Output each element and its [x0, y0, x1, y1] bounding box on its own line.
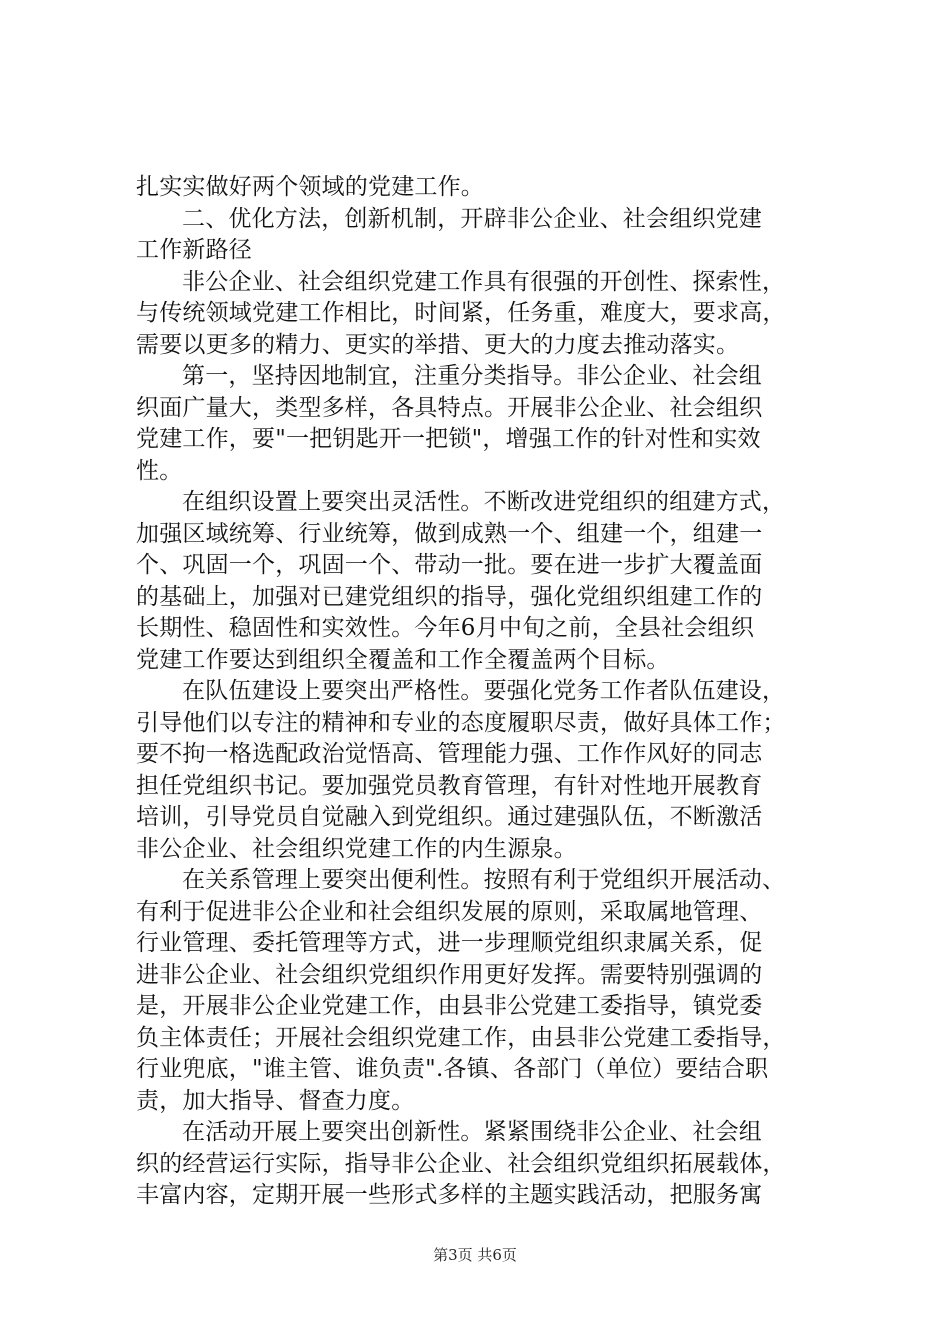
text-line: 进非公企业、社会组织党组织作用更好发挥。需要特别强调的	[136, 961, 763, 988]
page-footer	[0, 1245, 950, 1265]
text-line: 在队伍建设上要突出严格性。要强化党务工作者队伍建设，	[182, 678, 786, 704]
text-line: 与传统领域党建工作相比，时间紧，任务重，难度大，要求高，	[136, 300, 786, 326]
text-line: 党建工作，要"一把钥匙开一把锁"，增强工作的针对性和实效	[136, 426, 761, 452]
text-line: 工作新路径	[136, 237, 252, 263]
text-line: 负主体责任；开展社会组织党建工作，由县非公党建工委指导，	[136, 1024, 786, 1051]
text-line: 担任党组织书记。要加强党员教育管理，有针对性地开展教育	[136, 772, 763, 799]
text-line: 在活动开展上要突出创新性。紧紧围绕非公企业、社会组	[182, 1119, 762, 1145]
text-line: 需要以更多的精力、更实的举措、更大的力度去推动落实。	[136, 331, 740, 358]
text-line: 加强区域统筹、行业统筹，做到成熟一个、组建一个，组建一	[136, 520, 763, 547]
text-line: 在关系管理上要突出便利性。按照有利于党组织开展活动、	[182, 867, 786, 893]
text-line: 行业管理、委托管理等方式，进一步理顺党组织隶属关系，促	[136, 930, 763, 956]
text-line: 的基础上，加强对已建党组织的指导，强化党组织组建工作的	[136, 583, 763, 610]
text-line: 要不拘一格选配政治觉悟高、管理能力强、工作作风好的同志	[136, 741, 763, 767]
page-number: 第3页 共6页	[433, 1246, 517, 1264]
text-line: 非公企业、社会组织党建工作具有很强的开创性、探索性，	[182, 268, 786, 295]
text-line: 个、巩固一个，巩固一个、带动一批。要在进一步扩大覆盖面	[136, 552, 763, 578]
text-line: 引导他们以专注的精神和专业的态度履职尽责，做好具体工作；	[136, 709, 786, 736]
document-body	[136, 172, 830, 1212]
text-line: 有利于促进非公企业和社会组织发展的原则，采取属地管理、	[136, 898, 763, 925]
text-line: 扎实实做好两个领域的党建工作。	[136, 174, 484, 200]
text-line: 培训，引导党员自觉融入到党组织。通过建强队伍，不断激活	[136, 804, 763, 830]
text-line: 丰富内容，定期开展一些形式多样的主题实践活动，把服务寓	[136, 1182, 763, 1208]
text-line: 二、优化方法，创新机制，开辟非公企业、社会组织党建	[182, 205, 762, 232]
text-line: 党建工作要达到组织全覆盖和工作全覆盖两个目标。	[136, 646, 670, 673]
text-line: 性。	[136, 457, 183, 484]
text-line: 第一，坚持因地制宜，注重分类指导。非公企业、社会组	[182, 363, 762, 389]
text-line: 在组织设置上要突出灵活性。不断改进党组织的组建方式，	[182, 489, 786, 515]
text-line: 长期性、稳固性和实效性。今年6月中旬之前，全县社会组织	[136, 615, 755, 641]
text-line: 织面广量大，类型多样，各具特点。开展非公企业、社会组织	[136, 394, 763, 421]
text-line: 非公企业、社会组织党建工作的内生源泉。	[136, 835, 577, 862]
text-line: 行业兜底，"谁主管、谁负责".各镇、各部门（单位）要结合职	[136, 1056, 769, 1082]
text-line: 责，加大指导、督查力度。	[136, 1087, 415, 1114]
text-line: 是，开展非公企业党建工作，由县非公党建工委指导，镇党委	[136, 993, 763, 1019]
text-line: 织的经营运行实际，指导非公企业、社会组织党组织拓展载体，	[136, 1150, 786, 1177]
